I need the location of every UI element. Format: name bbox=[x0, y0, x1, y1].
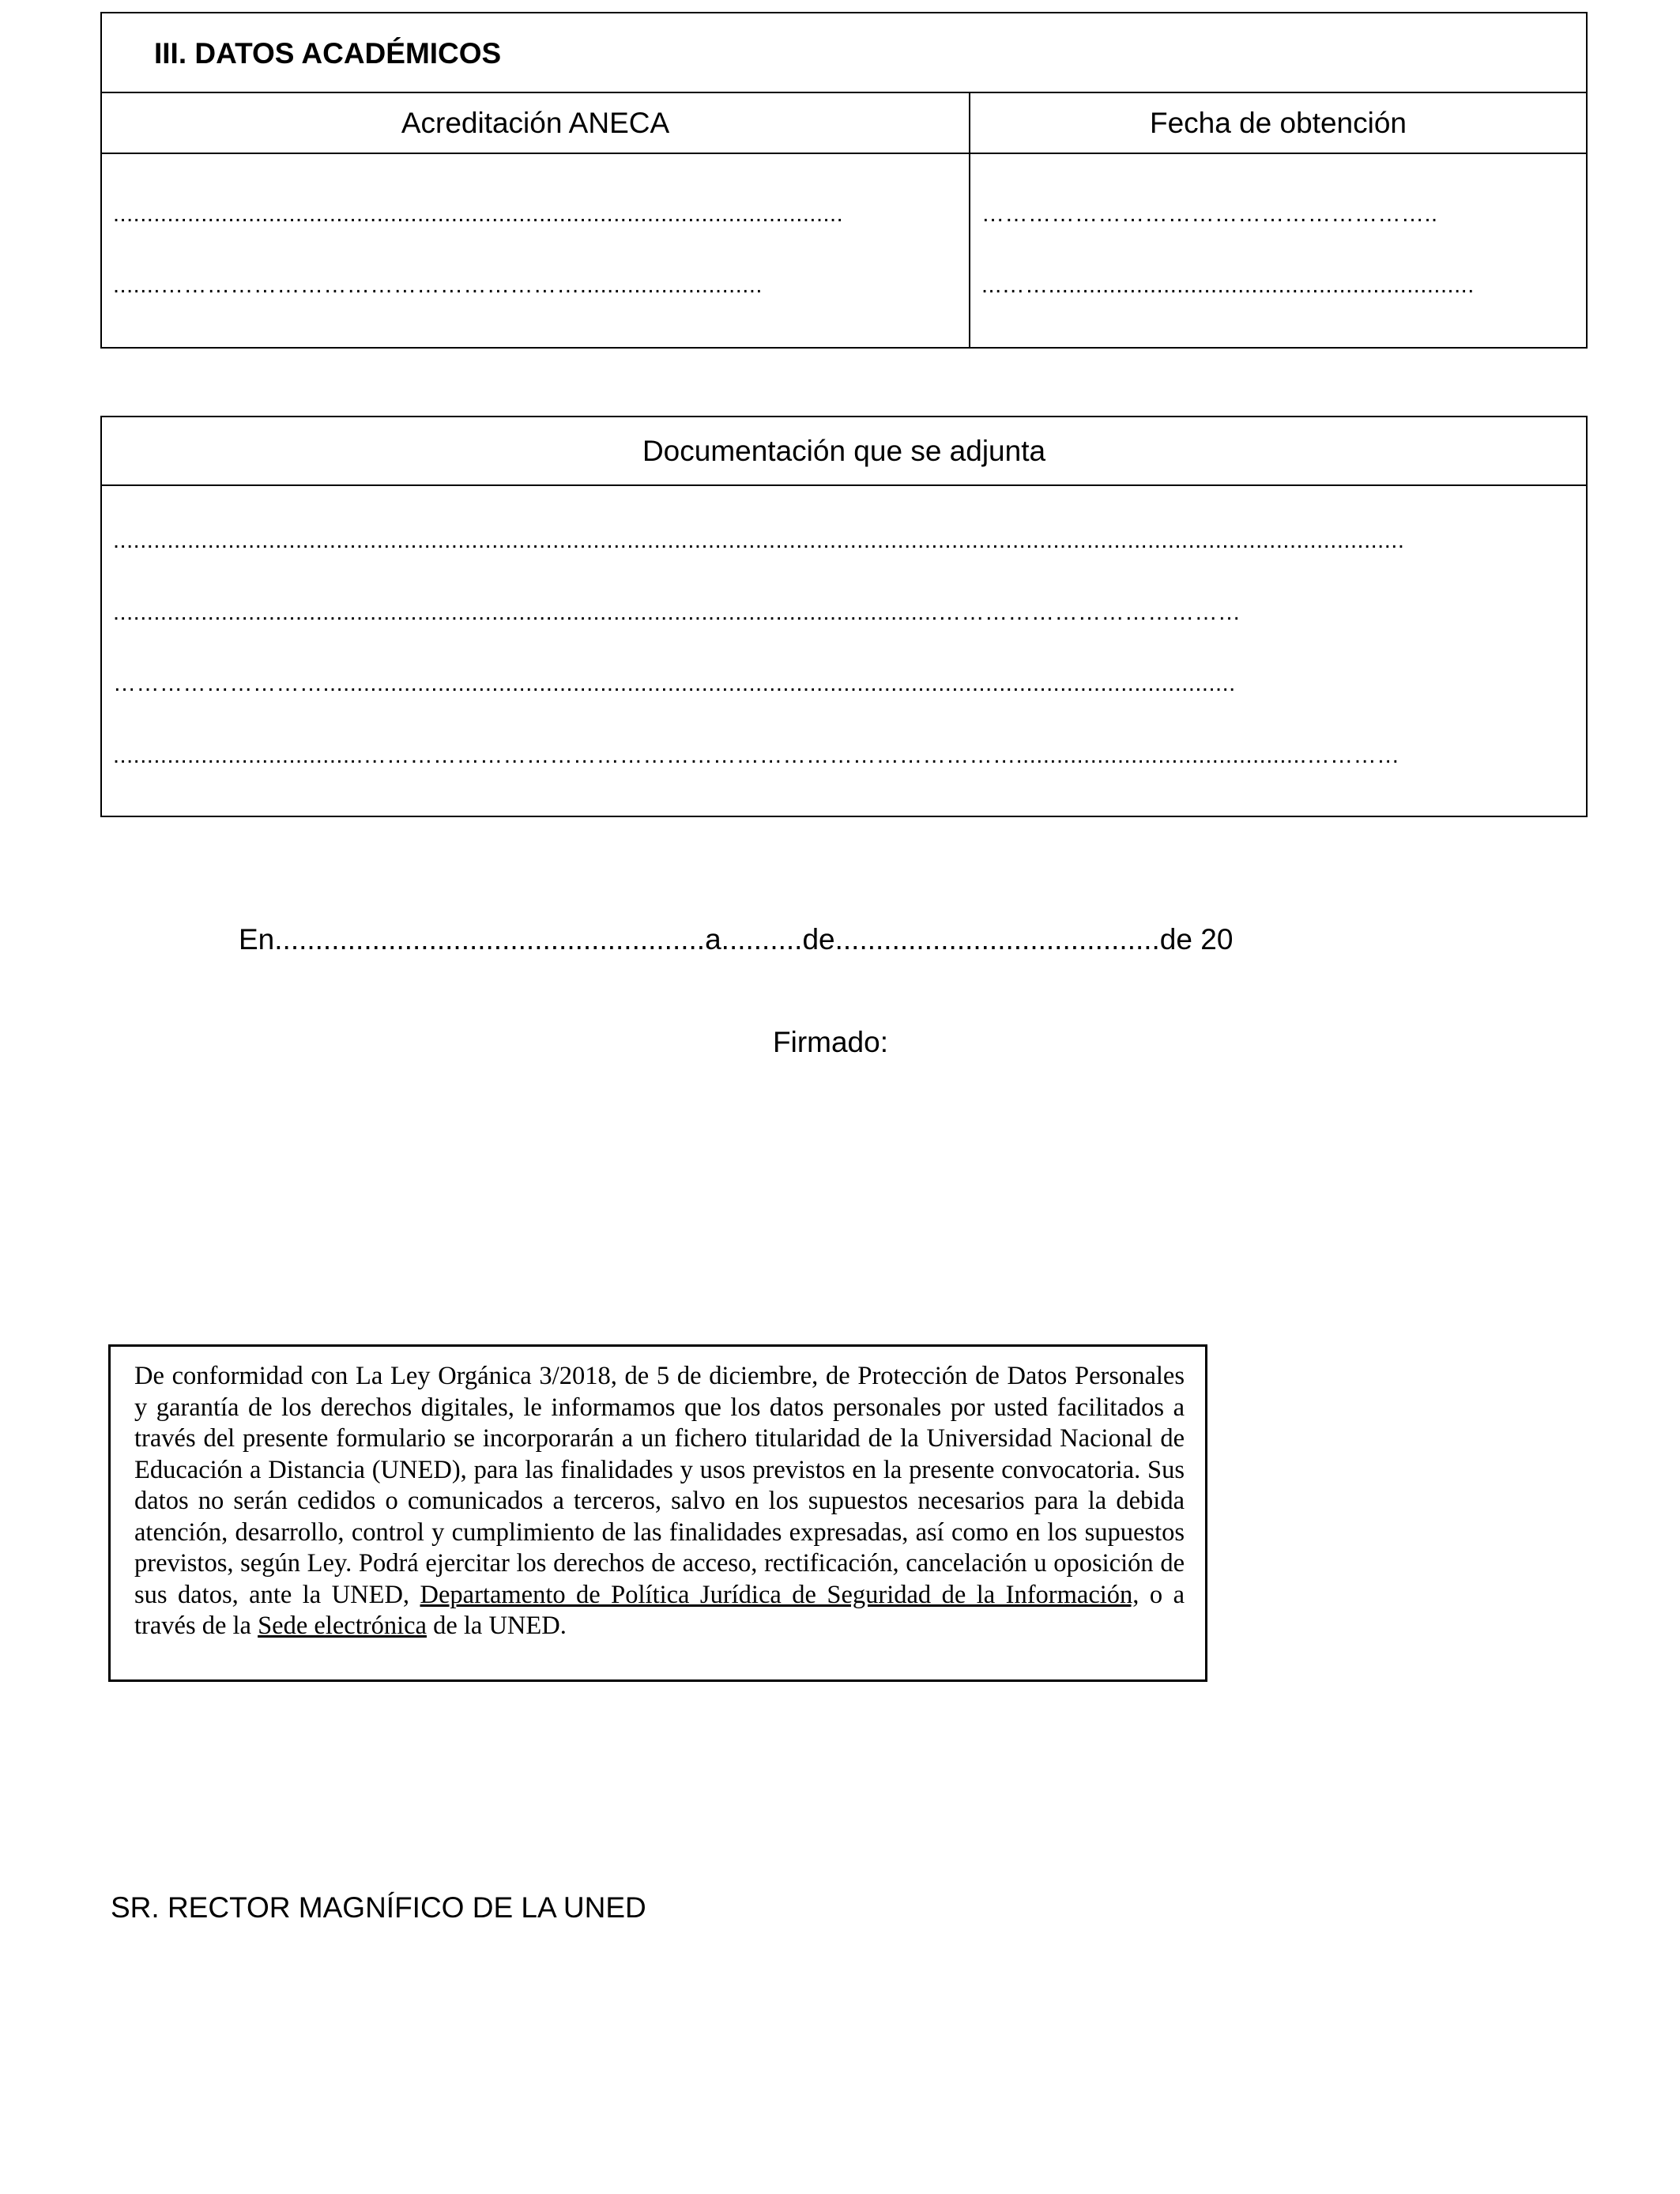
accreditation-fill-line[interactable]: .......………………………………………………........................... bbox=[113, 274, 763, 297]
documents-fill-line[interactable]: ..........................................................................................................................………………………………… bbox=[113, 601, 1241, 624]
column-header-date: Fecha de obtención bbox=[1149, 106, 1407, 139]
sede-electronica-link[interactable]: Sede electrónica bbox=[258, 1612, 427, 1640]
documents-fill-line[interactable]: ………………………....................................................................................................................................... bbox=[113, 673, 1236, 696]
department-link[interactable]: Departamento de Política Jurídica de Seguridad de la Información, bbox=[420, 1580, 1139, 1609]
privacy-notice-ending: de la UNED. bbox=[426, 1612, 567, 1640]
table-divider bbox=[102, 484, 1586, 486]
attached-documents-table bbox=[100, 416, 1588, 817]
place-date-line[interactable]: En.....................................................a..........de........................................de 20 bbox=[239, 923, 1234, 956]
addressee: SR. RECTOR MAGNÍFICO DE LA UNED bbox=[111, 1891, 646, 1924]
date-fill-line[interactable]: ………………………………………………….. bbox=[981, 203, 1438, 226]
privacy-notice-body: De conformidad con La Ley Orgánica 3/2018, de 5 de diciembre, de Protección de Datos Personales y garantía de los derechos digitales, le informamos que los datos personales por usted facilitados a través del presente formulario se incorporarán a un fichero titularidad de la Universidad Nacional de Educación a Distancia (UNED), para las finalidades y usos previstos en la presente convocatoria. Sus datos no serán cedidos o comunicados a terceros, salvo en los supuestos necesarios para la debida atención, desarrollo, control y cumplimiento de las finalidades expresadas, así como en los supuestos previstos, según Ley. Podrá ejercitar los derechos de acceso, rectificación, cancelación u oposición de sus datos, ante la UNED, bbox=[134, 1362, 1185, 1609]
section-title: III. DATOS ACADÉMICOS bbox=[154, 37, 502, 70]
academic-data-table bbox=[100, 12, 1588, 349]
documents-header: Documentación que se adjunta bbox=[642, 434, 1046, 467]
privacy-notice-connector: o a través de la bbox=[134, 1580, 1185, 1640]
signed-label: Firmado: bbox=[773, 1026, 888, 1058]
privacy-notice-box bbox=[108, 1344, 1207, 1682]
accreditation-fill-line[interactable]: ............................................................................................................ bbox=[113, 203, 844, 226]
documents-fill-line[interactable]: ............................................................................................................................................................................................... bbox=[113, 530, 1405, 552]
privacy-notice-text bbox=[134, 1361, 1185, 1642]
documents-fill-line[interactable]: .....................................…………………………………………………………………………...........................................………… bbox=[113, 745, 1400, 767]
date-fill-line[interactable]: ...……............................................................... bbox=[981, 274, 1475, 297]
column-header-accreditation: Acreditación ANECA bbox=[401, 106, 670, 139]
table-divider bbox=[102, 153, 1586, 154]
